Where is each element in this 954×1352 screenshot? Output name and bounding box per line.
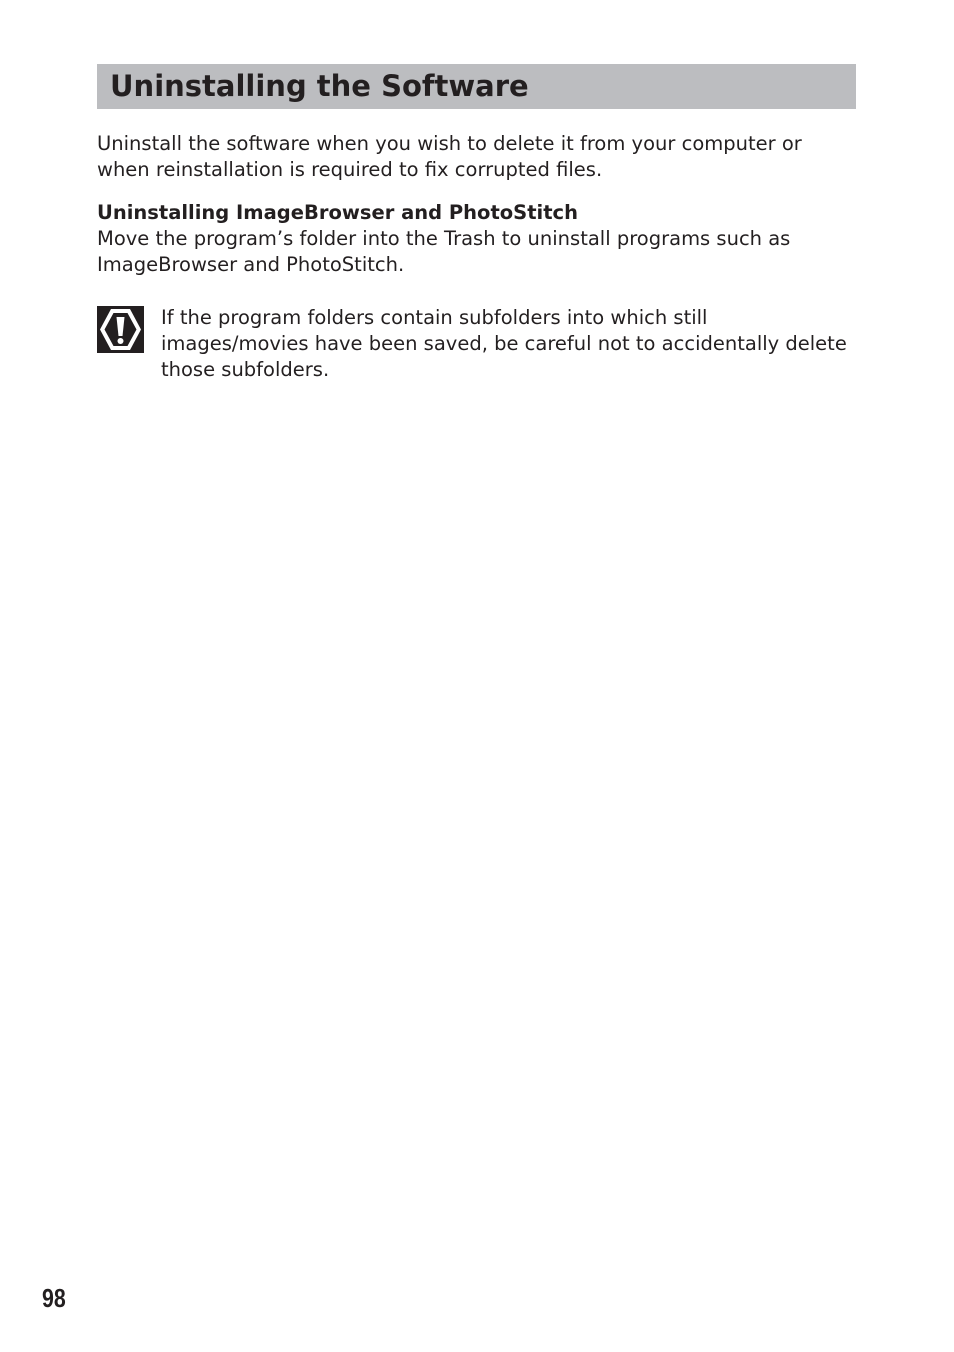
page-number: 98 xyxy=(42,1283,66,1313)
caution-text: If the program folders contain subfolders into which still images/movies have been saved, be careful not to accidentally delete those subfolders. xyxy=(161,306,847,381)
page-title: Uninstalling the Software xyxy=(110,69,529,103)
section-body: Move the program’s folder into the Trash to uninstall programs such as ImageBrowser and PhotoStitch. xyxy=(97,227,791,276)
intro-paragraph: Uninstall the software when you wish to delete it from your computer or when reinstallation is required to fix corrupted files. xyxy=(97,132,802,181)
title-bar xyxy=(97,64,856,109)
section-heading: Uninstalling ImageBrowser and PhotoStitch xyxy=(97,201,578,224)
caution-icon xyxy=(97,306,144,353)
